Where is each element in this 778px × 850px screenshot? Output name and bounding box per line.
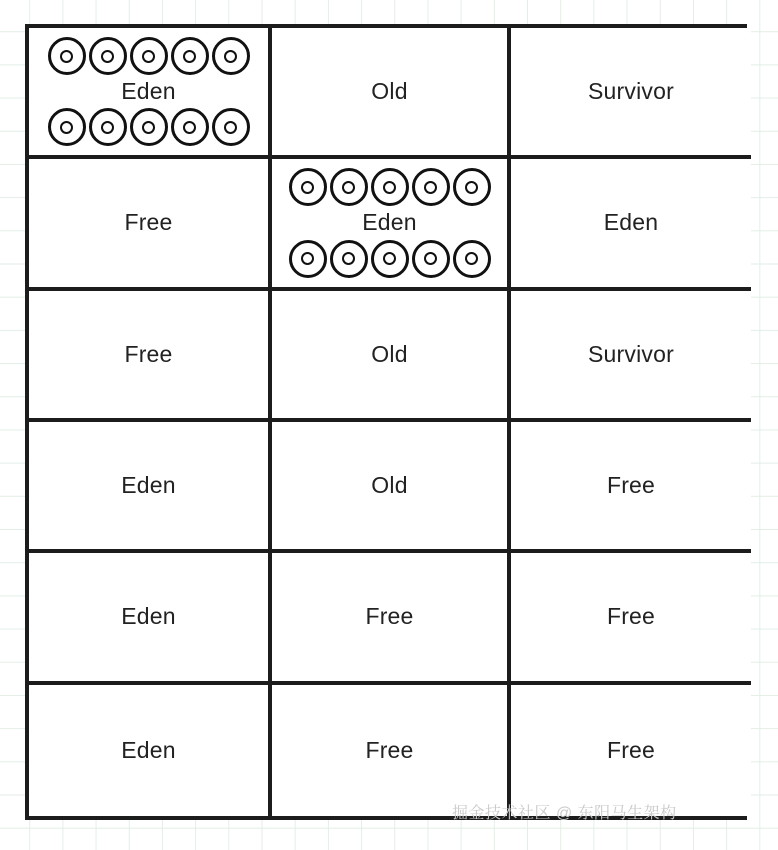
region-cell-label: Old bbox=[371, 78, 408, 105]
object-inner-dot-icon bbox=[142, 121, 155, 134]
object-circle-icon bbox=[371, 240, 409, 278]
object-inner-dot-icon bbox=[224, 121, 237, 134]
object-circle-icon bbox=[171, 108, 209, 146]
object-circle-icon bbox=[453, 168, 491, 206]
region-cell bbox=[272, 685, 511, 816]
object-circle-icon bbox=[453, 240, 491, 278]
region-cell-label: Old bbox=[371, 340, 408, 367]
object-row bbox=[48, 106, 250, 148]
region-cell bbox=[511, 422, 751, 553]
region-cell-label: Eden bbox=[121, 603, 176, 630]
object-circle-icon bbox=[130, 108, 168, 146]
object-inner-dot-icon bbox=[383, 252, 396, 265]
object-inner-dot-icon bbox=[342, 252, 355, 265]
object-circle-icon bbox=[212, 37, 250, 75]
region-cell-label: Survivor bbox=[588, 340, 674, 367]
object-inner-dot-icon bbox=[101, 50, 114, 63]
region-cell bbox=[272, 553, 511, 684]
region-cell bbox=[511, 28, 751, 159]
region-cell bbox=[29, 291, 272, 422]
object-circle-icon bbox=[330, 168, 368, 206]
region-cell-label: Eden bbox=[121, 472, 176, 498]
object-circle-icon bbox=[89, 108, 127, 146]
object-circle-icon bbox=[412, 168, 450, 206]
object-row bbox=[289, 238, 491, 280]
object-circle-icon bbox=[48, 37, 86, 75]
object-inner-dot-icon bbox=[183, 50, 196, 63]
region-cell-label: Free bbox=[606, 603, 656, 630]
object-inner-dot-icon bbox=[183, 121, 196, 134]
region-cell bbox=[29, 422, 272, 553]
object-circle-icon bbox=[289, 240, 327, 278]
object-row bbox=[48, 35, 250, 77]
watermark: 掘金技术社区 @ 东阳马生架构 bbox=[452, 805, 677, 822]
region-cell bbox=[272, 28, 511, 159]
region-cell bbox=[511, 553, 751, 684]
object-circle-icon bbox=[371, 168, 409, 206]
object-circle-icon bbox=[171, 37, 209, 75]
object-inner-dot-icon bbox=[301, 181, 314, 194]
region-cell bbox=[511, 159, 751, 290]
region-cell-label: Eden bbox=[362, 209, 417, 236]
region-cell-label: Free bbox=[124, 209, 173, 236]
region-cell bbox=[272, 291, 511, 422]
region-cell-label: Eden bbox=[603, 209, 659, 236]
region-cell-label: Free bbox=[606, 472, 656, 498]
object-row bbox=[289, 166, 491, 208]
object-inner-dot-icon bbox=[383, 181, 396, 194]
region-cell bbox=[29, 553, 272, 684]
object-circle-icon bbox=[412, 240, 450, 278]
region-cell bbox=[272, 422, 511, 553]
region-cell-label: Survivor bbox=[588, 78, 674, 105]
region-cell-label: Free bbox=[124, 340, 173, 367]
region-cell-label: Eden bbox=[121, 736, 176, 763]
object-inner-dot-icon bbox=[342, 181, 355, 194]
region-cell bbox=[29, 685, 272, 816]
region-grid bbox=[25, 24, 747, 820]
object-inner-dot-icon bbox=[224, 50, 237, 63]
region-cell-label: Free bbox=[606, 736, 656, 763]
object-inner-dot-icon bbox=[142, 50, 155, 63]
region-cell bbox=[29, 159, 272, 290]
region-cell-label: Free bbox=[365, 603, 414, 630]
object-inner-dot-icon bbox=[465, 181, 478, 194]
object-inner-dot-icon bbox=[60, 50, 73, 63]
object-inner-dot-icon bbox=[101, 121, 114, 134]
object-inner-dot-icon bbox=[301, 252, 314, 265]
object-circle-icon bbox=[48, 108, 86, 146]
object-circle-icon bbox=[212, 108, 250, 146]
object-inner-dot-icon bbox=[424, 252, 437, 265]
object-circle-icon bbox=[289, 168, 327, 206]
region-cell-label: Free bbox=[365, 736, 414, 763]
region-cell bbox=[511, 685, 751, 816]
object-circle-icon bbox=[330, 240, 368, 278]
region-cell bbox=[511, 291, 751, 422]
object-circle-icon bbox=[89, 37, 127, 75]
object-circle-icon bbox=[130, 37, 168, 75]
region-cell-label: Old bbox=[371, 472, 408, 498]
object-inner-dot-icon bbox=[424, 181, 437, 194]
object-inner-dot-icon bbox=[465, 252, 478, 265]
object-inner-dot-icon bbox=[60, 121, 73, 134]
region-cell bbox=[29, 28, 272, 159]
region-cell bbox=[272, 159, 511, 290]
region-cell-label: Eden bbox=[121, 78, 176, 105]
